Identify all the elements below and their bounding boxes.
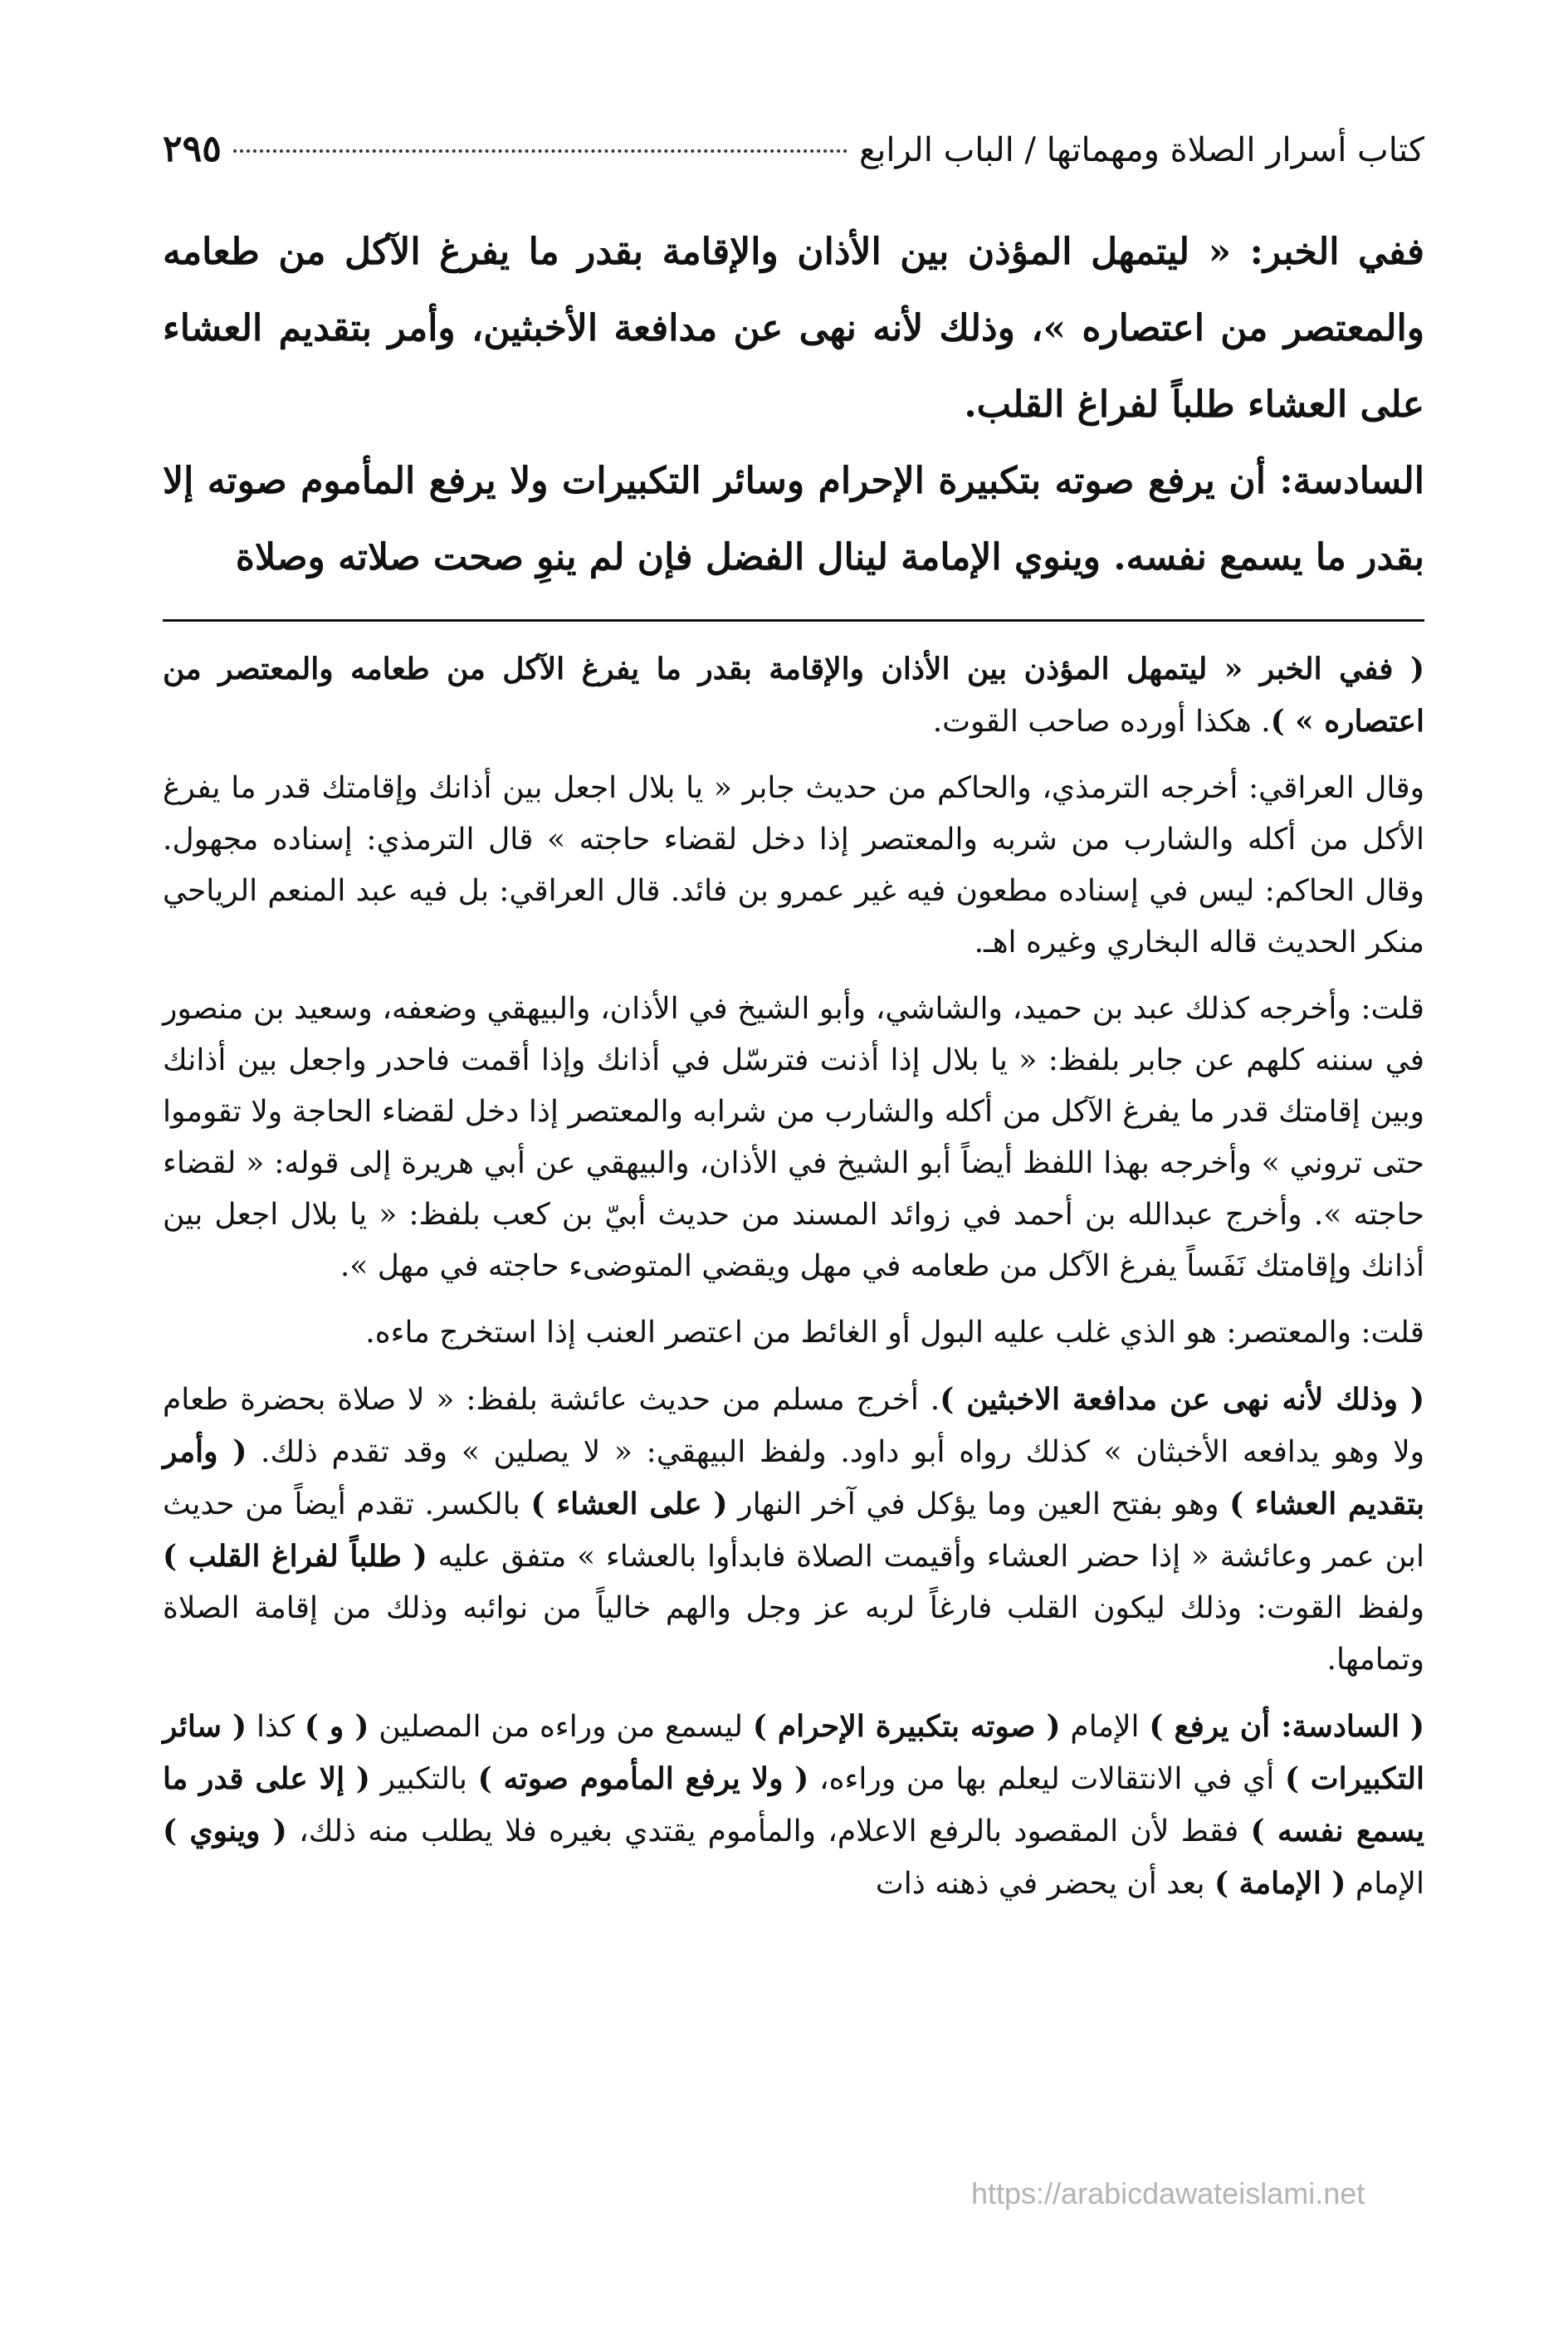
commentary-quote: ( على العشاء )	[530, 1487, 728, 1521]
main-paragraph-2	[163, 443, 1424, 596]
commentary-paragraph-2: وقال العراقي: أخرجه الترمذي، والحاكم من حديث جابر « يا بلال اجعل بين أذانك وإقامتك قدر ما يفرغ الأكل من أكله والشارب من شربه والمعتصر إذا دخل لقضاء حاجته » قال الترمذي: إسناده مجهول. وقال الحاكم: ليس في إسناده مطعون فيه غير عمرو بن فائد. قال العراقي: بل فيه عبد المنعم الرياحي منكر الحديث قاله البخاري وغيره اهـ.	[163, 771, 1424, 960]
commentary-text: بالتكبير	[369, 1762, 478, 1796]
commentary-text: فقط لأن المقصود بالرفع الاعلام، والمأموم يقتدي بغيره فلا يطلب منه ذلك،	[286, 1814, 1251, 1848]
commentary-text: الإمام	[1060, 1710, 1150, 1744]
separator-rule	[163, 619, 1424, 622]
commentary-text: . أخرج مسلم من حديث عائشة بلفظ: « لا صلاة بحضرة طعام ولا وهو يدافعه الأخبثان » كذلك رواه أبو داود. ولفظ البيهقي: « لا يصلين » وقد تقدم ذلك.	[163, 1383, 1424, 1469]
commentary-text: بالكسر. تقدم أيضاً من حديث ابن عمر وعائشة « إذا حضر العشاء وأقيمت الصلاة فابدأوا بالعشاء » متفق عليه	[163, 1487, 1424, 1574]
main-paragraph-1: ففي الخبر: « ليتمهل المؤذن بين الأذان والإقامة بقدر ما يفرغ الآكل من طعامه والمعتصر من اعتصاره »، وذلك لأنه نهى عن مدافعة الأخبثين، وأمر بتقديم العشاء على العشاء طلباً لفراغ القلب.	[163, 231, 1424, 426]
commentary-quote: ( صوته بتكبيرة الإحرام )	[752, 1709, 1061, 1744]
main-paragraph-2-lead: السادسة:	[1279, 460, 1424, 502]
running-head	[163, 125, 1424, 183]
page-number: ٢٩٥	[163, 128, 222, 170]
commentary-quote: ( ففي الخبر « ليتمهل المؤذن بين الأذان والإقامة بقدر ما يفرغ الآكل من طعامه والمعتصر من اعتصاره » )	[163, 652, 1424, 739]
commentary-quote: ( ولا يرفع المأموم صوته )	[477, 1761, 809, 1796]
commentary-quote: ( طلباً لفراغ القلب )	[163, 1539, 427, 1574]
main-text	[163, 214, 1424, 596]
page	[163, 125, 1424, 1925]
commentary-quote: ( إلا على قدر ما يسمع نفسه )	[163, 1761, 1424, 1848]
commentary-text: بعد أن يحضر في ذهنه ذات	[875, 1867, 1214, 1901]
commentary-quote: ( وذلك لأنه نهى عن مدافعة الاخبثين )	[940, 1382, 1424, 1417]
commentary-quote: ( سائر التكبيرات )	[163, 1709, 1424, 1796]
commentary	[163, 643, 1424, 1910]
commentary-text: . هكذا أورده صاحب القوت.	[932, 705, 1271, 739]
commentary-paragraph-4: قلت: والمعتصر: هو الذي غلب عليه البول أو الغائط من اعتصر العنب إذا استخرج ماءه.	[365, 1316, 1424, 1350]
main-paragraph-2-text: أن يرفع صوته بتكبيرة الإحرام وسائر التكبيرات ولا يرفع المأموم صوته إلا بقدر ما يسمع نفسه. وينوي الإمامة لينال الفضل فإن لم ينوِ صحت صلاته وصلاة	[163, 460, 1424, 579]
commentary-text: وهو بفتح العين وما يؤكل في آخر النهار	[727, 1487, 1230, 1521]
commentary-quote: ( و )	[304, 1709, 369, 1744]
commentary-paragraph-1	[163, 643, 1424, 748]
commentary-text: ليسمع من وراءه من المصلين	[369, 1710, 753, 1744]
commentary-quote: ( السادسة: أن يرفع )	[1149, 1709, 1424, 1744]
commentary-paragraph-3: قلت: وأخرجه كذلك عبد بن حميد، والشاشي، وأبو الشيخ في الأذان، والبيهقي وضعفه، وسعيد بن منصور في سننه كلهم عن جابر بلفظ: « يا بلال إذا أذنت فترسّل في أذانك وإذا أقمت فاحدر واجعل بين أذانك وبين إقامتك قدر ما يفرغ الآكل من أكله والشارب من شرابه والمعتصر إذا دخل لقضاء الحاجة ولا تقوموا حتى تروني » وأخرجه بهذا اللفظ أيضاً أبو الشيخ في الأذان، والبيهقي عن أبي هريرة إلى قوله: « لقضاء حاجته ». وأخرج عبدالله بن أحمد في زوائد المسند من حديث أبيّ بن كعب بلفظ: « يا بلال اجعل بين أذانك وإقامتك نَفَساً يفرغ الآكل من طعامه في مهل ويقضي المتوضىء حاجته في مهل ».	[163, 992, 1425, 1283]
leader-dots	[233, 149, 848, 153]
commentary-quote: ( وينوي )	[163, 1814, 287, 1848]
commentary-text: أي في الانتقالات ليعلم بها من وراءه،	[808, 1762, 1285, 1796]
commentary-paragraph-6	[163, 1701, 1424, 1910]
commentary-paragraph-5	[163, 1374, 1424, 1686]
commentary-text: الإمام	[1346, 1867, 1424, 1901]
commentary-quote: ( الإمامة )	[1214, 1866, 1346, 1901]
commentary-quote: ( وأمر بتقديم العشاء )	[163, 1434, 1425, 1521]
watermark-url: https://arabicdawateislami.net	[971, 2176, 1365, 2210]
commentary-text: ولفظ القوت: وذلك ليكون القلب فارغاً لربه عز وجل والهم خالياً من نوائبه وذلك من إقامة الصلاة وتمامها.	[163, 1591, 1424, 1677]
commentary-text: كذا	[247, 1710, 305, 1744]
running-head-title: كتاب أسرار الصلاة ومهماتها / الباب الرابع	[858, 131, 1424, 169]
